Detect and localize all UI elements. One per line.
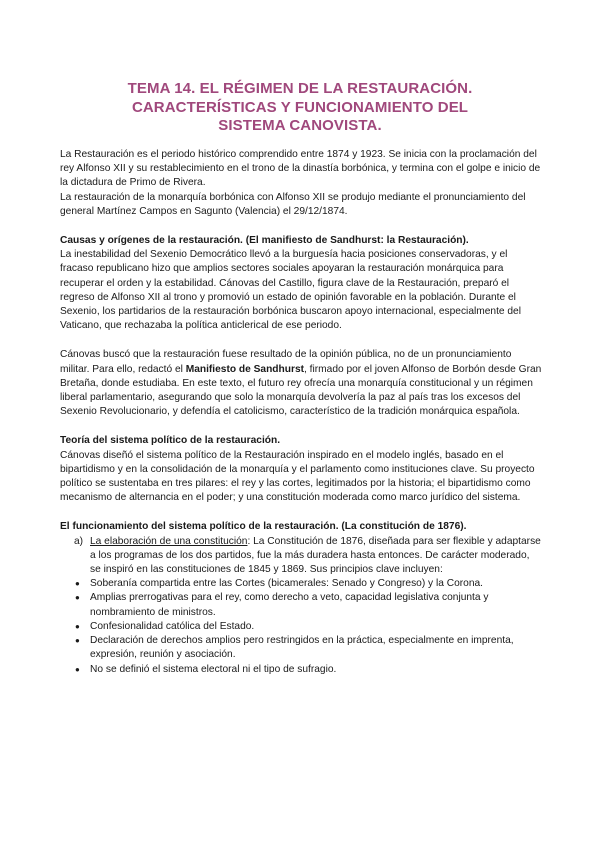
theory-paragraph: Cánovas diseñó el sistema político de la Restauración inspirado en el modelo inglés, basado en el bipartidismo y en la consolidación de la monarquía y el parlamento como instituciones clave. Su proyecto político se sustentaba en tres pilares: el rey y las cortes, legitimados por la historia; el bipartidismo como mecanismo de alternancia en el poder; y una constitución moderada como marco jurídico del sistema.: [60, 449, 535, 504]
bullet-item: [60, 577, 542, 591]
bullet-icon: ●: [75, 636, 80, 646]
section-heading-causes: Causas y orígenes de la restauración. (El manifiesto de Sandhurst: la Restauración).: [60, 235, 469, 247]
document-title: [60, 80, 540, 136]
bullet-icon: ●: [75, 593, 80, 603]
list-item-a-text: : La Constitución de 1876, diseñada para ser flexible y adaptarse a los programas de los dos partidos, fue la más duradera hasta entonces. De carácter moderado, se inspiró en las constituciones de 1845 y 1869. Sus principios clave incluyen:: [90, 535, 541, 576]
intro-paragraph-1: La Restauración es el periodo histórico comprendido entre 1874 y 1923. Se inicia con la proclamación del rey Alfonso XII y su restablecimiento en el trono de la dinastía borbónica, y termina con el golpe e inicio de la dictadura de Primo de Rivera.: [60, 149, 541, 189]
causes-p2-after: , firmado por el joven Alfonso de Borbón desde Gran Bretaña, donde estudiaba. En este texto, el futuro rey ofrecía una monarquía constitucional y un régimen liberal parlamentario, asegurando que solo la monarquía devolvería la paz al país tras los excesos del Sexenio Revolucionario, y defendía el catolicismo, característico de la tradición monárquica española.: [60, 363, 542, 418]
section-heading-functioning: El funcionamiento del sistema político de la restauración. (La constitución de 1876).: [60, 521, 467, 533]
list-item-a: [60, 535, 542, 578]
bullet-list: [60, 577, 542, 676]
title-line-2: CARACTERÍSTICAS Y FUNCIONAMIENTO DEL: [131, 98, 469, 116]
ordered-list: [60, 535, 542, 578]
section-heading-theory: Teoría del sistema político de la restauración.: [60, 435, 281, 447]
title-line-1: TEMA 14. EL RÉGIMEN DE LA RESTAURACIÓN.: [127, 80, 473, 97]
bullet-text: Amplias prerrogativas para el rey, como derecho a veto, capacidad legislativa conjunta y nombramiento de ministros.: [90, 592, 489, 618]
bullet-text: Declaración de derechos amplios pero restringidos en la práctica, especialmente en imprenta, expresión, reunión y asociación.: [90, 635, 514, 661]
list-item-a-title: La elaboración de una constitución: [90, 535, 248, 547]
manifesto-name: Manifiesto de Sandhurst: [185, 363, 305, 375]
bullet-item: [60, 634, 542, 662]
causes-paragraph-1: La inestabilidad del Sexenio Democrático llevó a la burguesía hacia posiciones conservadoras, y el fracaso republicano hizo que amplios sectores sociales apoyaran la restauración monárquica para recuperar el orden y la estabilidad. Cánovas del Castillo, figura clave de la Restauración, preparó el regreso de Alfonso XII al trono y promovió un estado de opinión favorable en la población. Durante el Sexenio, los partidarios de la restauración borbónica buscaron apoyo internacional, especialmente del Vaticano, que rechazaba la política anticlerical de ese periodo.: [60, 249, 521, 332]
bullet-text: Soberanía compartida entre las Cortes (bicamerales: Senado y Congreso) y la Corona.: [90, 578, 483, 590]
bullet-icon: ●: [75, 664, 80, 674]
title-line-3: SISTEMA CANOVISTA.: [218, 117, 382, 134]
causes-paragraph-2: [60, 348, 542, 419]
bullet-icon: ●: [75, 621, 80, 631]
list-marker-a: a): [74, 535, 84, 547]
bullet-item: [60, 620, 542, 634]
bullet-item: [60, 663, 542, 677]
bullet-item: [60, 591, 542, 619]
document-body: [60, 148, 542, 677]
causes-p2-before: Cánovas buscó que la restauración fuese resultado de la opinión pública, no de un pronunciamiento militar. Para ello, redactó el: [60, 349, 512, 375]
bullet-icon: ●: [75, 579, 80, 589]
intro-paragraph-2: La restauración de la monarquía borbónica con Alfonso XII se produjo mediante el pronunciamiento del general Martínez Campos en Sagunto (Valencia) el 29/12/1874.: [60, 191, 526, 217]
bullet-text: Confesionalidad católica del Estado.: [90, 620, 255, 632]
bullet-text: No se definió el sistema electoral ni el tipo de sufragio.: [90, 663, 337, 675]
